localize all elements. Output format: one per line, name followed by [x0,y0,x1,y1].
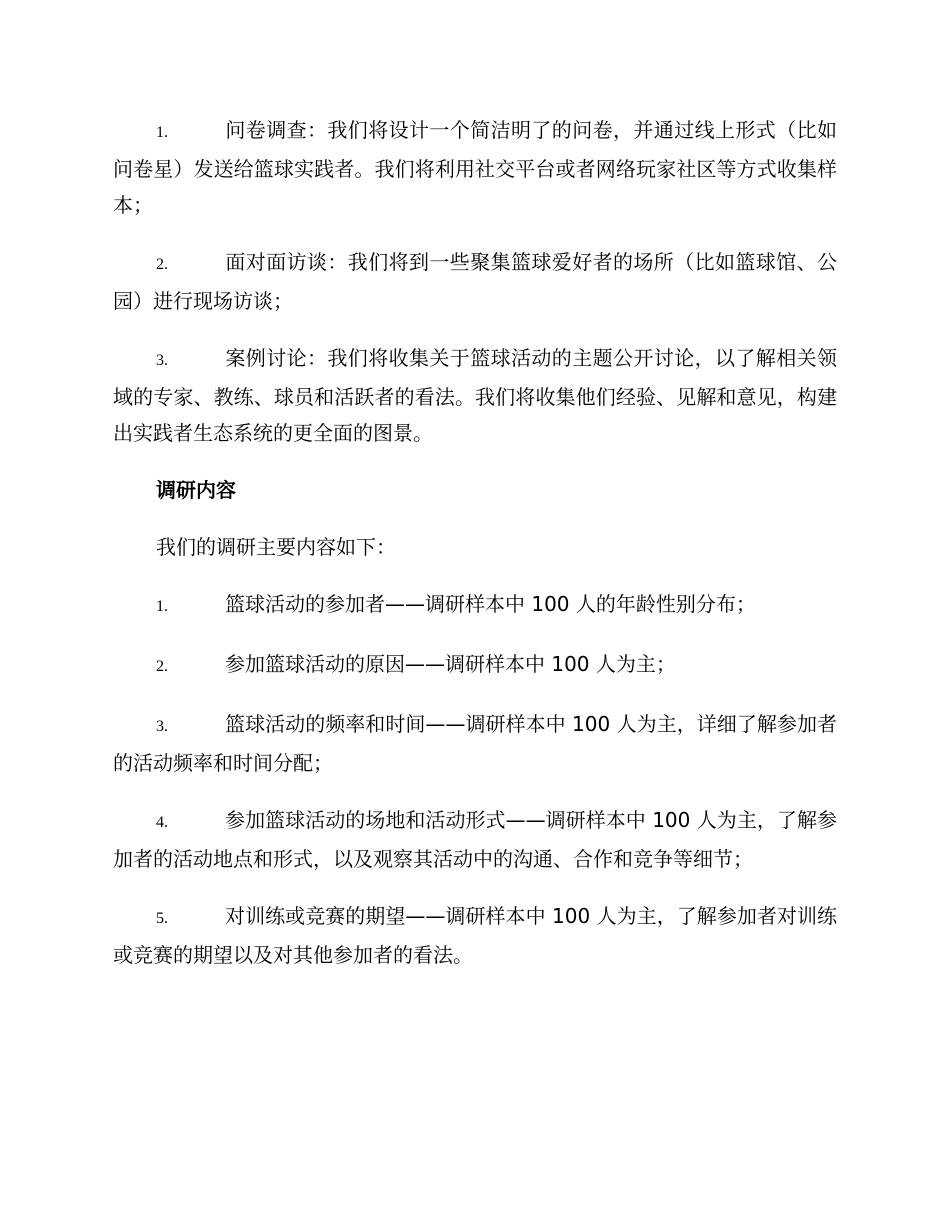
list-item-text: 篮球活动的频率和时间——调研样本中 100 人为主，详细了解参加者的活动频率和时间分配； [113,712,837,775]
list-item-text: 篮球活动的参加者——调研样本中 100 人的年龄性别分布； [225,592,756,616]
content-item-5 [113,898,837,973]
list-number: 2. [156,658,168,675]
method-item-2 [113,244,837,319]
list-number: 1. [156,598,168,615]
list-item-text: 参加篮球活动的原因——调研样本中 100 人为主； [225,652,676,676]
section-intro: 我们的调研主要内容如下： [156,535,396,559]
list-number: 1. [156,124,168,141]
list-number: 3. [156,352,168,369]
section-heading: 调研内容 [156,478,236,502]
list-number: 2. [156,256,168,273]
content-item-3 [113,706,837,781]
list-item-text: 问卷调查：我们将设计一个简洁明了的问卷，并通过线上形式（比如问卷星）发送给篮球实践者。我们将利用社交平台或者网络玩家社区等方式收集样本； [113,118,837,217]
content-item-2 [113,646,837,685]
method-item-1 [113,112,837,223]
document-page [113,112,837,994]
list-item-text: 面对面访谈：我们将到一些聚集篮球爱好者的场所（比如篮球馆、公园）进行现场访谈； [113,250,837,313]
method-item-3 [113,340,837,451]
list-item-text: 案例讨论：我们将收集关于篮球活动的主题公开讨论，以了解相关领域的专家、教练、球员和活跃者的看法。我们将收集他们经验、见解和意见，构建出实践者生态系统的更全面的图景。 [113,346,837,445]
content-item-1 [113,586,837,625]
list-number: 4. [156,814,168,831]
list-item-text: 参加篮球活动的场地和活动形式——调研样本中 100 人为主，了解参加者的活动地点和形式，以及观察其活动中的沟通、合作和竞争等细节； [113,808,837,871]
list-number: 3. [156,718,168,735]
list-number: 5. [156,910,168,927]
content-item-4 [113,802,837,877]
list-item-text: 对训练或竞赛的期望——调研样本中 100 人为主，了解参加者对训练或竞赛的期望以及对其他参加者的看法。 [113,904,837,967]
